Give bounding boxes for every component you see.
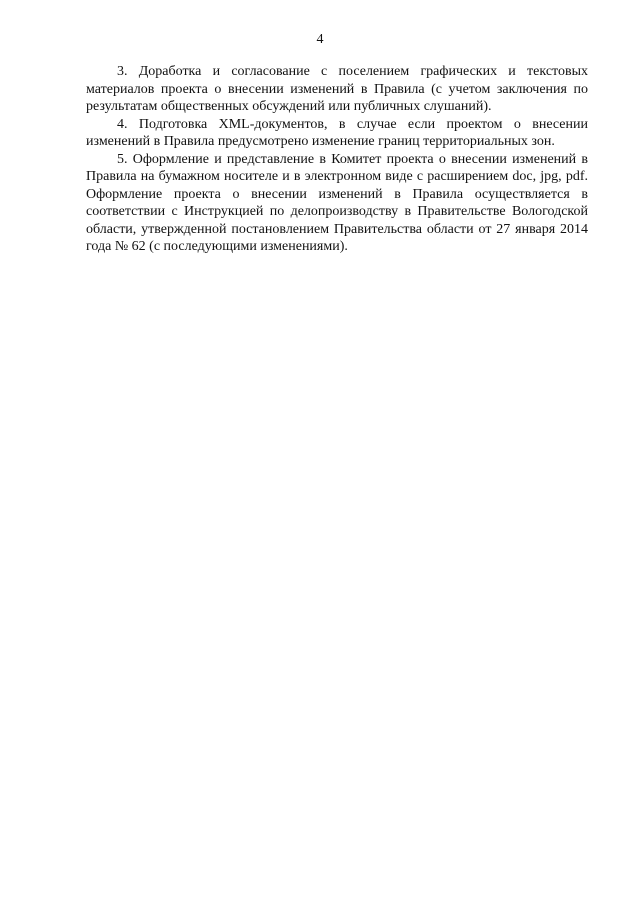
- paragraph-item-3: 3. Доработка и согласование с поселением графических и текстовых материалов проекта о внесении изменений в Правила (с учетом заключения по результатам общественных обсуждений или публичных слушаний).: [86, 64, 588, 114]
- page-number: 4: [316, 32, 324, 47]
- document-body: [86, 63, 588, 256]
- paragraph-item-4: 4. Подготовка XML-документов, в случае если проектом о внесении изменений в Правила предусмотрено изменение границ территориальных зон.: [86, 116, 588, 149]
- paragraph-item-5: 5. Оформление и представление в Комитет проекта о внесении изменений в Правила на бумажном носителе и в электронном виде с расширением doc, jpg, pdf. Оформление проекта о внесении изменений в Правила осуществляется в соответствии с Инструкцией по делопроизводству в Правительстве Вологодской области, утвержденной постановлением Правительства области от 27 января 2014 года № 62 (с последующими изменениями).: [86, 151, 588, 254]
